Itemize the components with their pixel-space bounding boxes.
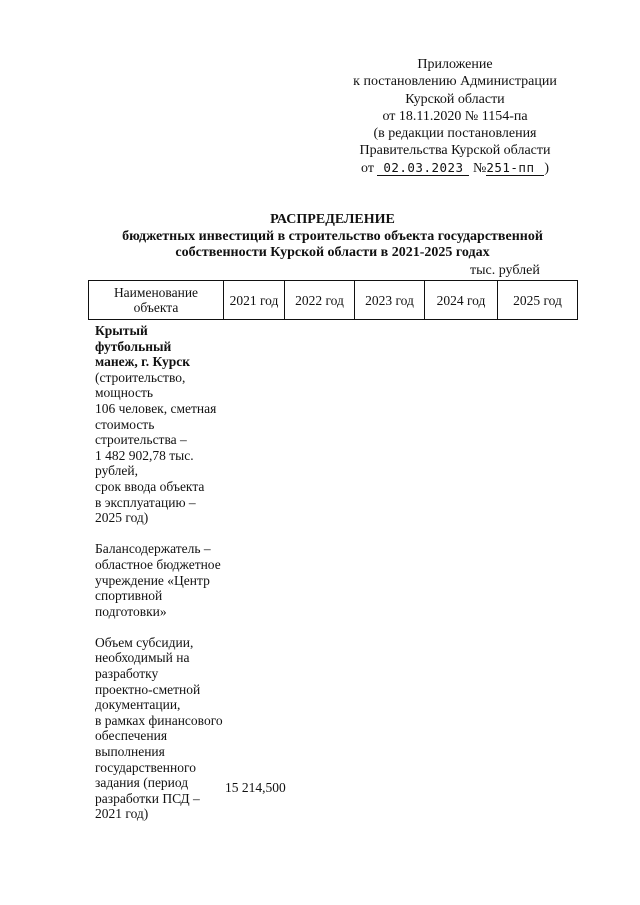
object-detail-line: мощность [95, 385, 154, 401]
closing-paren: ) [544, 160, 549, 176]
title-line: бюджетных инвестиций в строительство объекта государственной [122, 228, 543, 244]
amendment-date: 02.03.2023 [377, 161, 469, 176]
header-year-2025: 2025 год [498, 281, 578, 320]
units-label: тыс. рублей [470, 263, 540, 278]
header-year-2024: 2024 год [425, 281, 498, 320]
subsidy-line: выполнения [95, 744, 165, 760]
amendment-number: 251-пп [486, 161, 544, 176]
subsidy-line: документации, [95, 697, 181, 713]
subsidy-line: государственного [95, 759, 196, 775]
appendix-line: Правительства Курской области [359, 143, 551, 159]
document-title [90, 212, 575, 262]
appendix-line: Курской области [405, 91, 505, 107]
title-line: собственности Курской области в 2021-2025 годах [175, 245, 490, 260]
holder-line: подготовки» [95, 603, 167, 619]
subsidy-line: разработку [95, 666, 159, 682]
object-detail-line: 2025 год) [95, 510, 149, 526]
object-detail-line: 106 человек, сметная [95, 400, 217, 416]
value-2021: 15 214,500 [225, 780, 286, 795]
appendix-line: Приложение [417, 57, 493, 72]
object-detail-line: 1 482 902,78 тыс. [95, 447, 194, 463]
budget-table [88, 280, 578, 320]
number-prefix: № [472, 160, 487, 176]
object-detail-line: в эксплуатацию – [95, 494, 196, 510]
object-detail-line: рублей, [95, 463, 139, 479]
object-name-line: манеж, г. Курск [95, 354, 191, 370]
subsidy-line: проектно-сметной [95, 681, 201, 697]
spacer [95, 526, 225, 542]
holder-line: областное бюджетное [95, 556, 221, 572]
date-prefix: от [361, 160, 374, 176]
object-name-line: Крытый [95, 323, 148, 338]
title-heading: РАСПРЕДЕЛЕНИЕ [270, 212, 395, 227]
spacer [95, 619, 225, 635]
subsidy-line: Объем субсидии, [95, 634, 194, 650]
holder-line: спортивной [95, 588, 163, 604]
holder-line: учреждение «Центр [95, 572, 210, 588]
subsidy-line: 2021 год) [95, 806, 149, 822]
subsidy-line: задания (период [95, 775, 189, 791]
header-year-2022: 2022 год [285, 281, 355, 320]
object-detail-line: срок ввода объекта [95, 478, 205, 494]
appendix-line: от 18.11.2020 № 1154-па [382, 108, 528, 124]
object-detail-line: строительства – [95, 432, 187, 448]
subsidy-line: в рамках финансового [95, 712, 223, 728]
table-header-row [89, 281, 578, 320]
object-description [95, 323, 225, 822]
appendix-line: (в редакции постановления [373, 126, 537, 142]
appendix-header [330, 56, 580, 177]
object-detail-line: (строительство, [95, 369, 186, 385]
subsidy-line: обеспечения [95, 728, 168, 744]
subsidy-line: разработки ПСД – [95, 790, 200, 806]
holder-line: Балансодержатель – [95, 541, 211, 557]
amendment-date-line [330, 160, 580, 177]
header-year-2023: 2023 год [355, 281, 425, 320]
header-year-2021: 2021 год [224, 281, 285, 320]
header-object-name: Наименование объекта [89, 281, 224, 320]
appendix-line: к постановлению Администрации [353, 74, 557, 90]
object-name-line: футбольный [95, 338, 172, 354]
object-detail-line: стоимость [95, 416, 155, 432]
subsidy-line: необходимый на [95, 650, 190, 666]
